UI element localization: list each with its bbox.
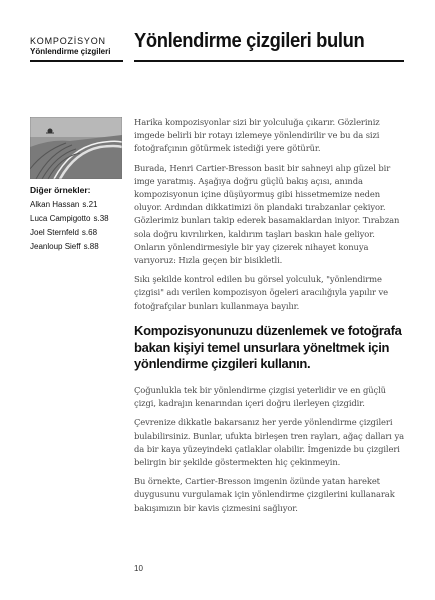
section-label: KOMPOZİSYON (30, 36, 106, 46)
section-subtitle: Yönlendirme çizgileri (30, 47, 111, 56)
body-text-second (134, 384, 406, 521)
page-title: Yönlendirme çizgileri bulun (134, 30, 365, 52)
body-paragraph: Harika kompozisyonlar sizi bir yolculuğa çıkarır. Gözleriniz imgede belirli bir rotayı izlemeye yönlendirilir ve bu da sizi fotoğrafçının götürmek istediği yere götürür. (134, 117, 380, 154)
example-ref: s.21 (82, 200, 98, 209)
example-name: Jeanloup Sieff (30, 242, 81, 251)
page-number: 10 (134, 564, 143, 573)
body-paragraph: Çevrenize dikkatle bakarsanız her yerde yönlendirme çizgileri bulabilirsiniz. Bunlar, ufukta birleşen tren rayları, ağaç dalları ya da bir kaya yüzeyindeki çatlaklar olabilir. İmgenizde bu çizgileri belirgin bir şekilde göstermekten hiç çekinmeyin. (134, 417, 404, 468)
body-text (134, 116, 406, 319)
example-name: Alkan Hassan (30, 200, 80, 209)
header-rule-right (134, 60, 404, 62)
example-ref: s.38 (93, 214, 109, 223)
other-examples (30, 184, 130, 254)
example-item (30, 240, 130, 254)
header-rule-left (30, 60, 123, 62)
example-name: Luca Campigotto (30, 214, 91, 223)
example-ref: s.88 (83, 242, 99, 251)
thumbnail-photo (30, 117, 122, 179)
example-item (30, 198, 130, 212)
examples-title: Diğer örnekler: (30, 185, 91, 195)
example-ref: s.68 (81, 228, 98, 237)
example-item (30, 226, 130, 240)
body-paragraph: Bu örnekte, Cartier-Bresson imgenin özünde yatan hareket duygusunu vurgulamak için yönlendirme çizgilerini kullanarak bakışımızın bir kavis çizmesini sağlıyor. (134, 476, 395, 513)
subheading: Kompozisyonunuzu düzenlemek ve fotoğrafa bakan kişiyi temel unsurlara yöneltmek için yönlendirme çizgileri kullanın. (134, 323, 402, 371)
body-paragraph: Çoğunlukla tek bir yönlendirme çizgisi yeterlidir ve en güçlü çizgi, kadrajın kenarından içeri doğru ilerleyen çizgidir. (134, 385, 386, 409)
section-header (30, 36, 125, 57)
body-paragraph: Sıkı şekilde kontrol edilen bu görsel yolculuk, "yönlendirme çizgisi" adı verilen kompozisyon ögeleri aracılığıyla yapılır ve fotoğrafçılar bunları kullanmaya bayılır. (134, 274, 388, 311)
example-item (30, 212, 130, 226)
body-paragraph: Burada, Henri Cartier-Bresson basit bir sahneyi alıp güzel bir imge yaratmış. Aşağıya doğru güçlü bakış açısı, anında kompozisyonun içine düşüyormuş gibi hissetmemize neden oluyor. Ardından dikkatimizi ön plandaki tırabzanlar çekiyor. Gözlerimiz bunları takip ederek basamaklardan iniyor. Tırabzan sola doğru kıvrılırken, kaldırım taşları baskın hale geliyor. Onların yönlendirmesiyle bir yay çizerek nihayet konuya varıyoruz: Hızla geçen bir bisikletli. (134, 162, 400, 266)
example-name: Joel Sternfeld (30, 228, 79, 237)
